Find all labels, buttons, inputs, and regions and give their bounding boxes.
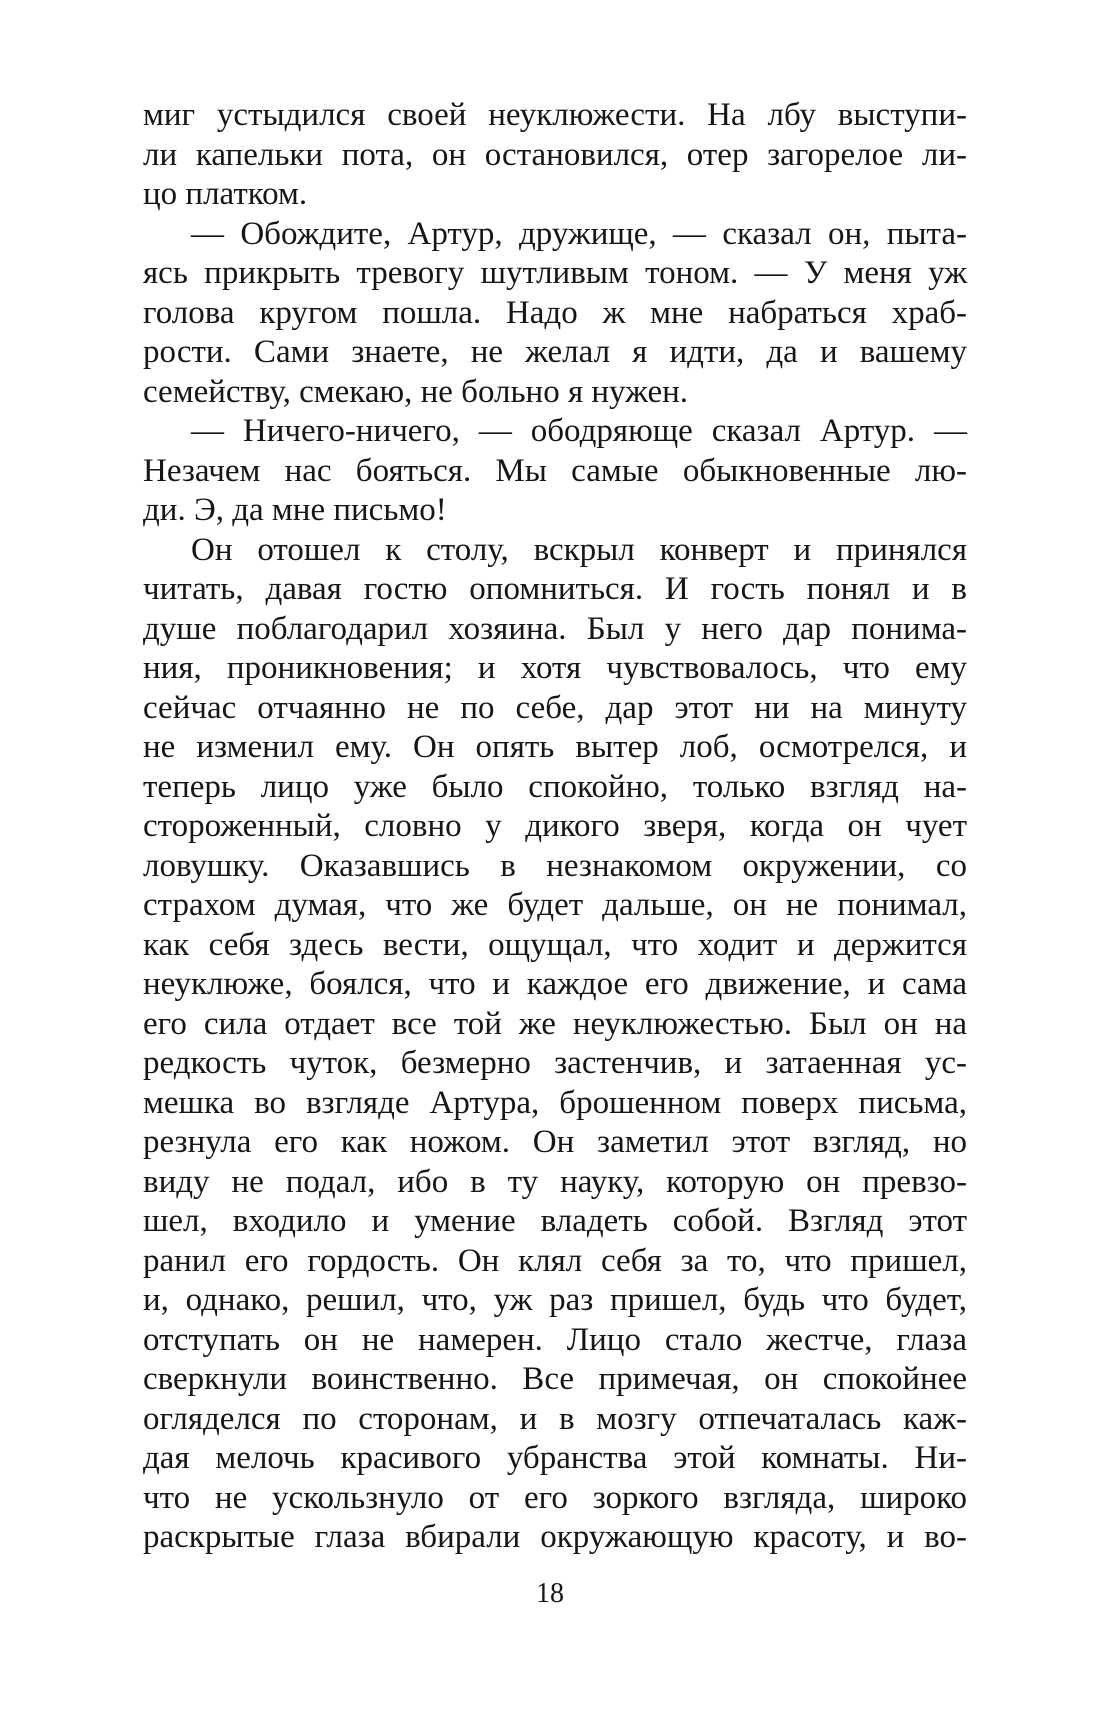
text-line: ли капельки пота, он остановился, отер загорелое ли-: [143, 136, 967, 173]
text-line: цо платком.: [143, 176, 308, 212]
text-line: сейчас отчаянно не по себе, дар этот ни на минуту: [143, 689, 967, 726]
text-line: шел, входило и умение владеть собой. Взгляд этот: [143, 1203, 967, 1239]
text-line: ловушку. Оказавшись в незнакомом окружении, со: [143, 847, 967, 884]
text-line: Незачем нас бояться. Мы самые обыкновенные лю-: [143, 452, 967, 489]
text-line: раскрытые глаза вбирали окружающую красоту, и во-: [143, 1519, 967, 1555]
text-line: — Обождите, Артур, дружище, — сказал он, пыта-: [191, 215, 967, 252]
text-line: миг устыдился своей неуклюжести. На лбу выступи-: [143, 97, 967, 133]
text-line: — Ничего-ничего, — ободряюще сказал Артур. —: [191, 413, 967, 449]
text-line: мешка во взгляде Артура, брошенном поверх письма,: [143, 1084, 967, 1121]
text-line: виду не подал, ибо в ту науку, которую он превзо-: [143, 1163, 967, 1200]
text-line: ранил его гордость. Он клял себя за то, что пришел,: [143, 1242, 967, 1279]
text-line: отступать он не намерен. Лицо стало жестче, глаза: [143, 1321, 967, 1358]
text-line: семейству, смекаю, не больно я нужен.: [143, 373, 689, 410]
text-line: его сила отдает все той же неуклюжестью. Был он на: [143, 1005, 967, 1042]
text-line: Он отошел к столу, вскрыл конверт и принялся: [191, 531, 967, 568]
page-number: 18: [536, 1578, 564, 1609]
text-line: страхом думая, что же будет дальше, он не понимал,: [143, 887, 967, 923]
text-line: и, однако, решил, что, уж раз пришел, будь что будет,: [143, 1282, 967, 1318]
text-line: стороженный, словно у дикого зверя, когда он чует: [143, 808, 967, 844]
body-text: [143, 96, 967, 1558]
text-line: голова кругом пошла. Надо ж мне набраться храб-: [143, 294, 967, 331]
text-line: сверкнули воинственно. Все примечая, он спокойнее: [143, 1361, 967, 1397]
text-line: как себя здесь вести, ощущал, что ходит и держится: [143, 926, 967, 963]
text-line: ясь прикрыть тревогу шутливым тоном. — У меня уж: [143, 255, 967, 291]
text-line: душе поблагодарил хозяина. Был у него дар понима-: [143, 610, 967, 647]
text-line: рости. Сами знаете, не желал я идти, да и вашему: [143, 334, 967, 370]
text-line: что не ускользнуло от его зоркого взгляда, широко: [143, 1479, 967, 1516]
text-line: ди. Э, да мне письмо!: [143, 492, 447, 528]
text-line: ния, проникновения; и хотя чувствовалось, что ему: [143, 650, 967, 686]
text-line: читать, давая гостю опомниться. И гость понял и в: [143, 571, 967, 607]
text-line: неуклюже, боялся, что и каждое его движение, и сама: [143, 966, 967, 1002]
text-line: теперь лицо уже было спокойно, только взгляд на-: [143, 768, 967, 805]
text-line: редкость чуток, безмерно застенчив, и затаенная ус-: [143, 1045, 967, 1081]
text-line: дая мелочь красивого убранства этой комнаты. Ни-: [143, 1440, 967, 1476]
text-line: резнула его как ножом. Он заметил этот взгляд, но: [143, 1124, 967, 1160]
text-line: не изменил ему. Он опять вытер лоб, осмотрелся, и: [143, 729, 967, 765]
text-line: огляделся по сторонам, и в мозгу отпечаталась каж-: [143, 1400, 967, 1437]
